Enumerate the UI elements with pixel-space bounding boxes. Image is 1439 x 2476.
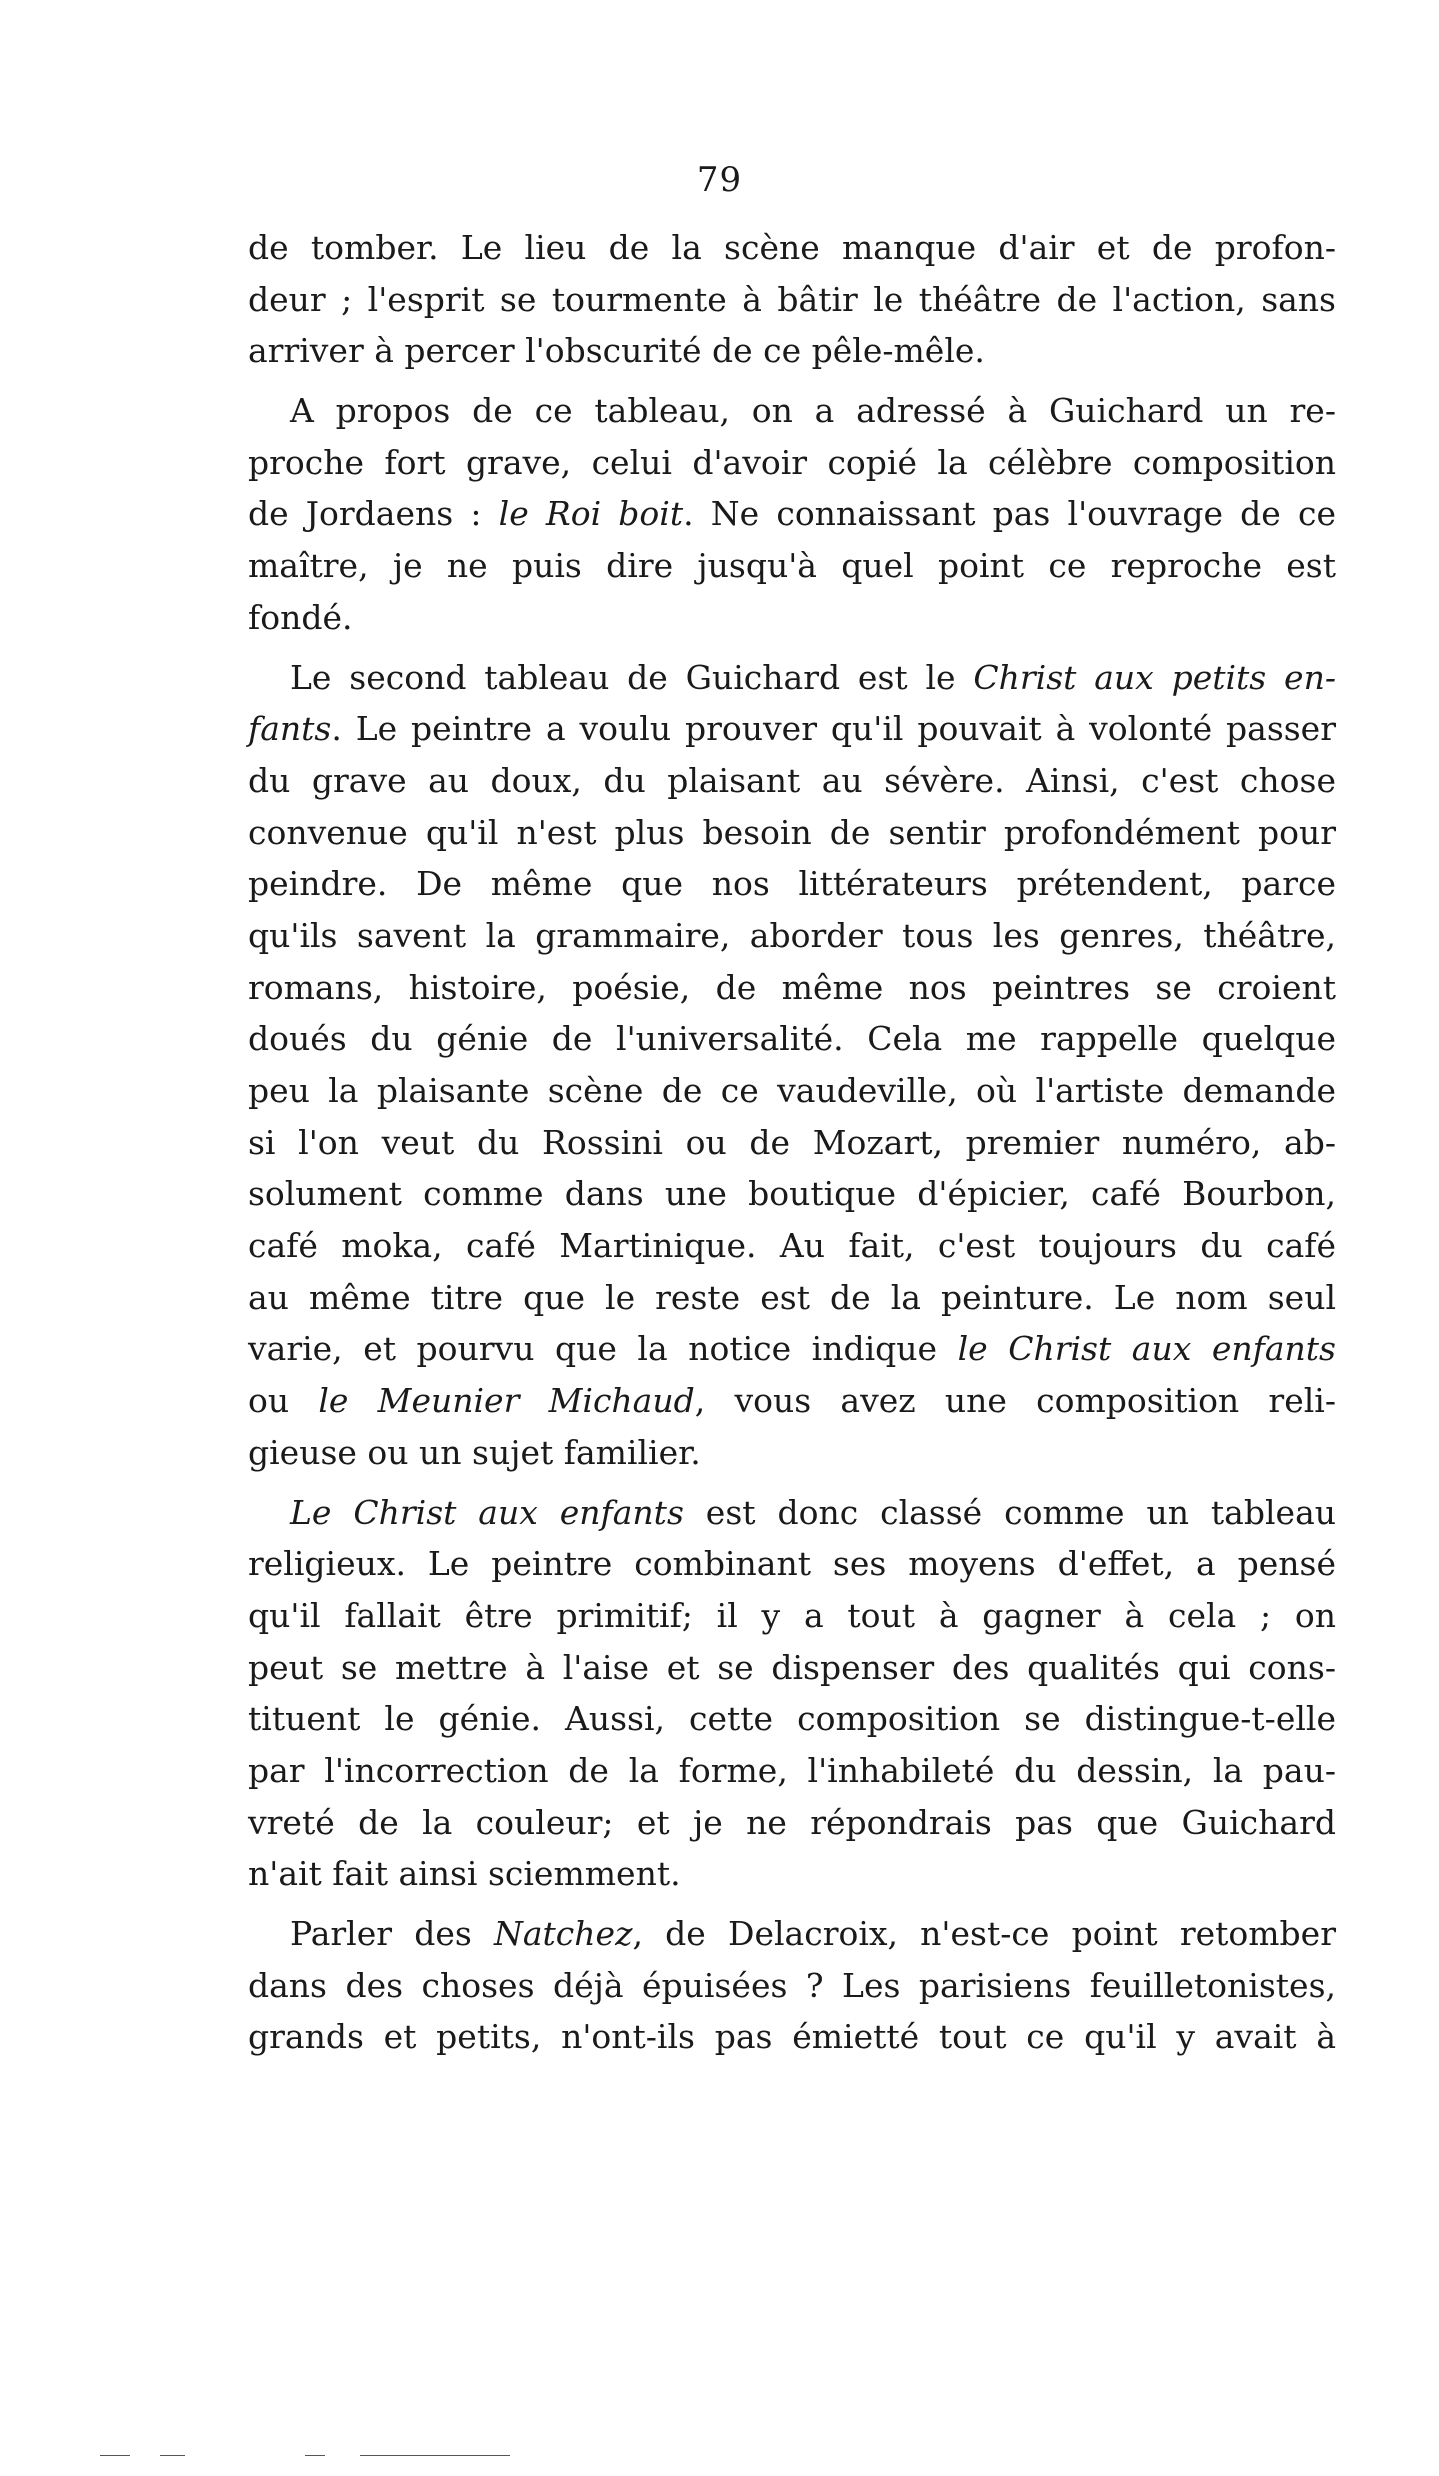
text-line: grands et petits, n'ont-ils pas émietté tout ce qu'il y avait à (248, 2017, 1336, 2057)
body-text (248, 222, 1336, 2063)
text-line: deur ; l'esprit se tourmente à bâtir le théâtre de l'action, sans (248, 279, 1336, 319)
italic-title: Le Christ aux enfants (290, 1492, 684, 1532)
text-line: fants. Le peintre a voulu prouver qu'il pouvait à volonté passer (248, 709, 1336, 749)
text-line: Le second tableau de Guichard est le Christ aux petits en- (290, 657, 1336, 697)
italic-title: Natchez (494, 1914, 633, 1953)
text-line: peindre. De même que nos littérateurs prétendent, parce (248, 864, 1336, 904)
scan-rule (360, 2455, 510, 2456)
text-line: qu'ils savent la grammaire, aborder tous les genres, théâtre, (248, 915, 1336, 955)
text-line: maître, je ne puis dire jusqu'à quel point ce reproche est (248, 546, 1336, 586)
text-line: romans, histoire, poésie, de même nos peintres se croient (248, 967, 1336, 1007)
italic-title: Christ aux petits en- (973, 657, 1336, 697)
text-line: tituent le génie. Aussi, cette composition se distingue-t-elle (248, 1699, 1336, 1739)
text-line: fondé. (248, 597, 353, 637)
text-line: dans des choses déjà épuisées ? Les parisiens feuilletonistes, (248, 1965, 1336, 2005)
text-line: varie, et pourvu que la notice indique le Christ aux enfants (248, 1329, 1336, 1369)
text-line: gieuse ou un sujet familier. (248, 1432, 701, 1472)
text-line: solument comme dans une boutique d'épicier, café Bourbon, (248, 1174, 1336, 1214)
text-line: Le Christ aux enfants est donc classé comme un tableau (290, 1492, 1336, 1532)
text-line: peut se mettre à l'aise et se dispenser des qualités qui cons- (248, 1647, 1336, 1687)
text-line: n'ait fait ainsi sciemment. (248, 1854, 681, 1894)
italic-title: le Christ aux enfants (957, 1329, 1336, 1369)
text-line: de tomber. Le lieu de la scène manque d'air et de profon- (248, 228, 1336, 267)
text-line: café moka, café Martinique. Au fait, c'est toujours du café (248, 1226, 1336, 1266)
text-line: vreté de la couleur; et je ne répondrais pas que Guichard (248, 1802, 1336, 1842)
scan-rule (305, 2455, 325, 2456)
text-line: religieux. Le peintre combinant ses moyens d'effet, a pensé (248, 1544, 1336, 1584)
text-line: arriver à percer l'obscurité de ce pêle-mêle. (248, 331, 985, 371)
text-line: au même titre que le reste est de la peinture. Le nom seul (248, 1277, 1336, 1317)
text-line: peu la plaisante scène de ce vaudeville, où l'artiste demande (248, 1071, 1336, 1110)
text-line: A propos de ce tableau, on a adressé à Guichard un re- (290, 391, 1336, 431)
italic-title: le Roi boit (498, 494, 684, 534)
text-line: proche fort grave, celui d'avoir copié la célèbre composition (248, 442, 1336, 482)
text-line: si l'on veut du Rossini ou de Mozart, premier numéro, ab- (248, 1122, 1336, 1162)
page-number: 79 (696, 160, 743, 200)
text-line: qu'il fallait être primitif; il y a tout à gagner à cela ; on (248, 1595, 1336, 1635)
scan-rule (160, 2455, 185, 2456)
text-line: du grave au doux, du plaisant au sévère. Ainsi, c'est chose (248, 760, 1336, 800)
text-line: convenue qu'il n'est plus besoin de sentir profondément pour (248, 812, 1336, 852)
text-line: doués du génie de l'universalité. Cela me rappelle quelque (248, 1019, 1336, 1059)
text-line: par l'incorrection de la forme, l'inhabileté du dessin, la pau- (248, 1750, 1336, 1790)
italic-title: le Meunier Michaud (318, 1381, 695, 1421)
text-line: de Jordaens : le Roi boit. Ne connaissant pas l'ouvrage de ce (248, 494, 1336, 534)
text-line: Parler des Natchez, de Delacroix, n'est-ce point retomber (290, 1914, 1336, 1953)
scan-rule (100, 2455, 130, 2456)
italic-title: fants (248, 709, 332, 749)
text-line: ou le Meunier Michaud, vous avez une composition reli- (248, 1381, 1336, 1421)
